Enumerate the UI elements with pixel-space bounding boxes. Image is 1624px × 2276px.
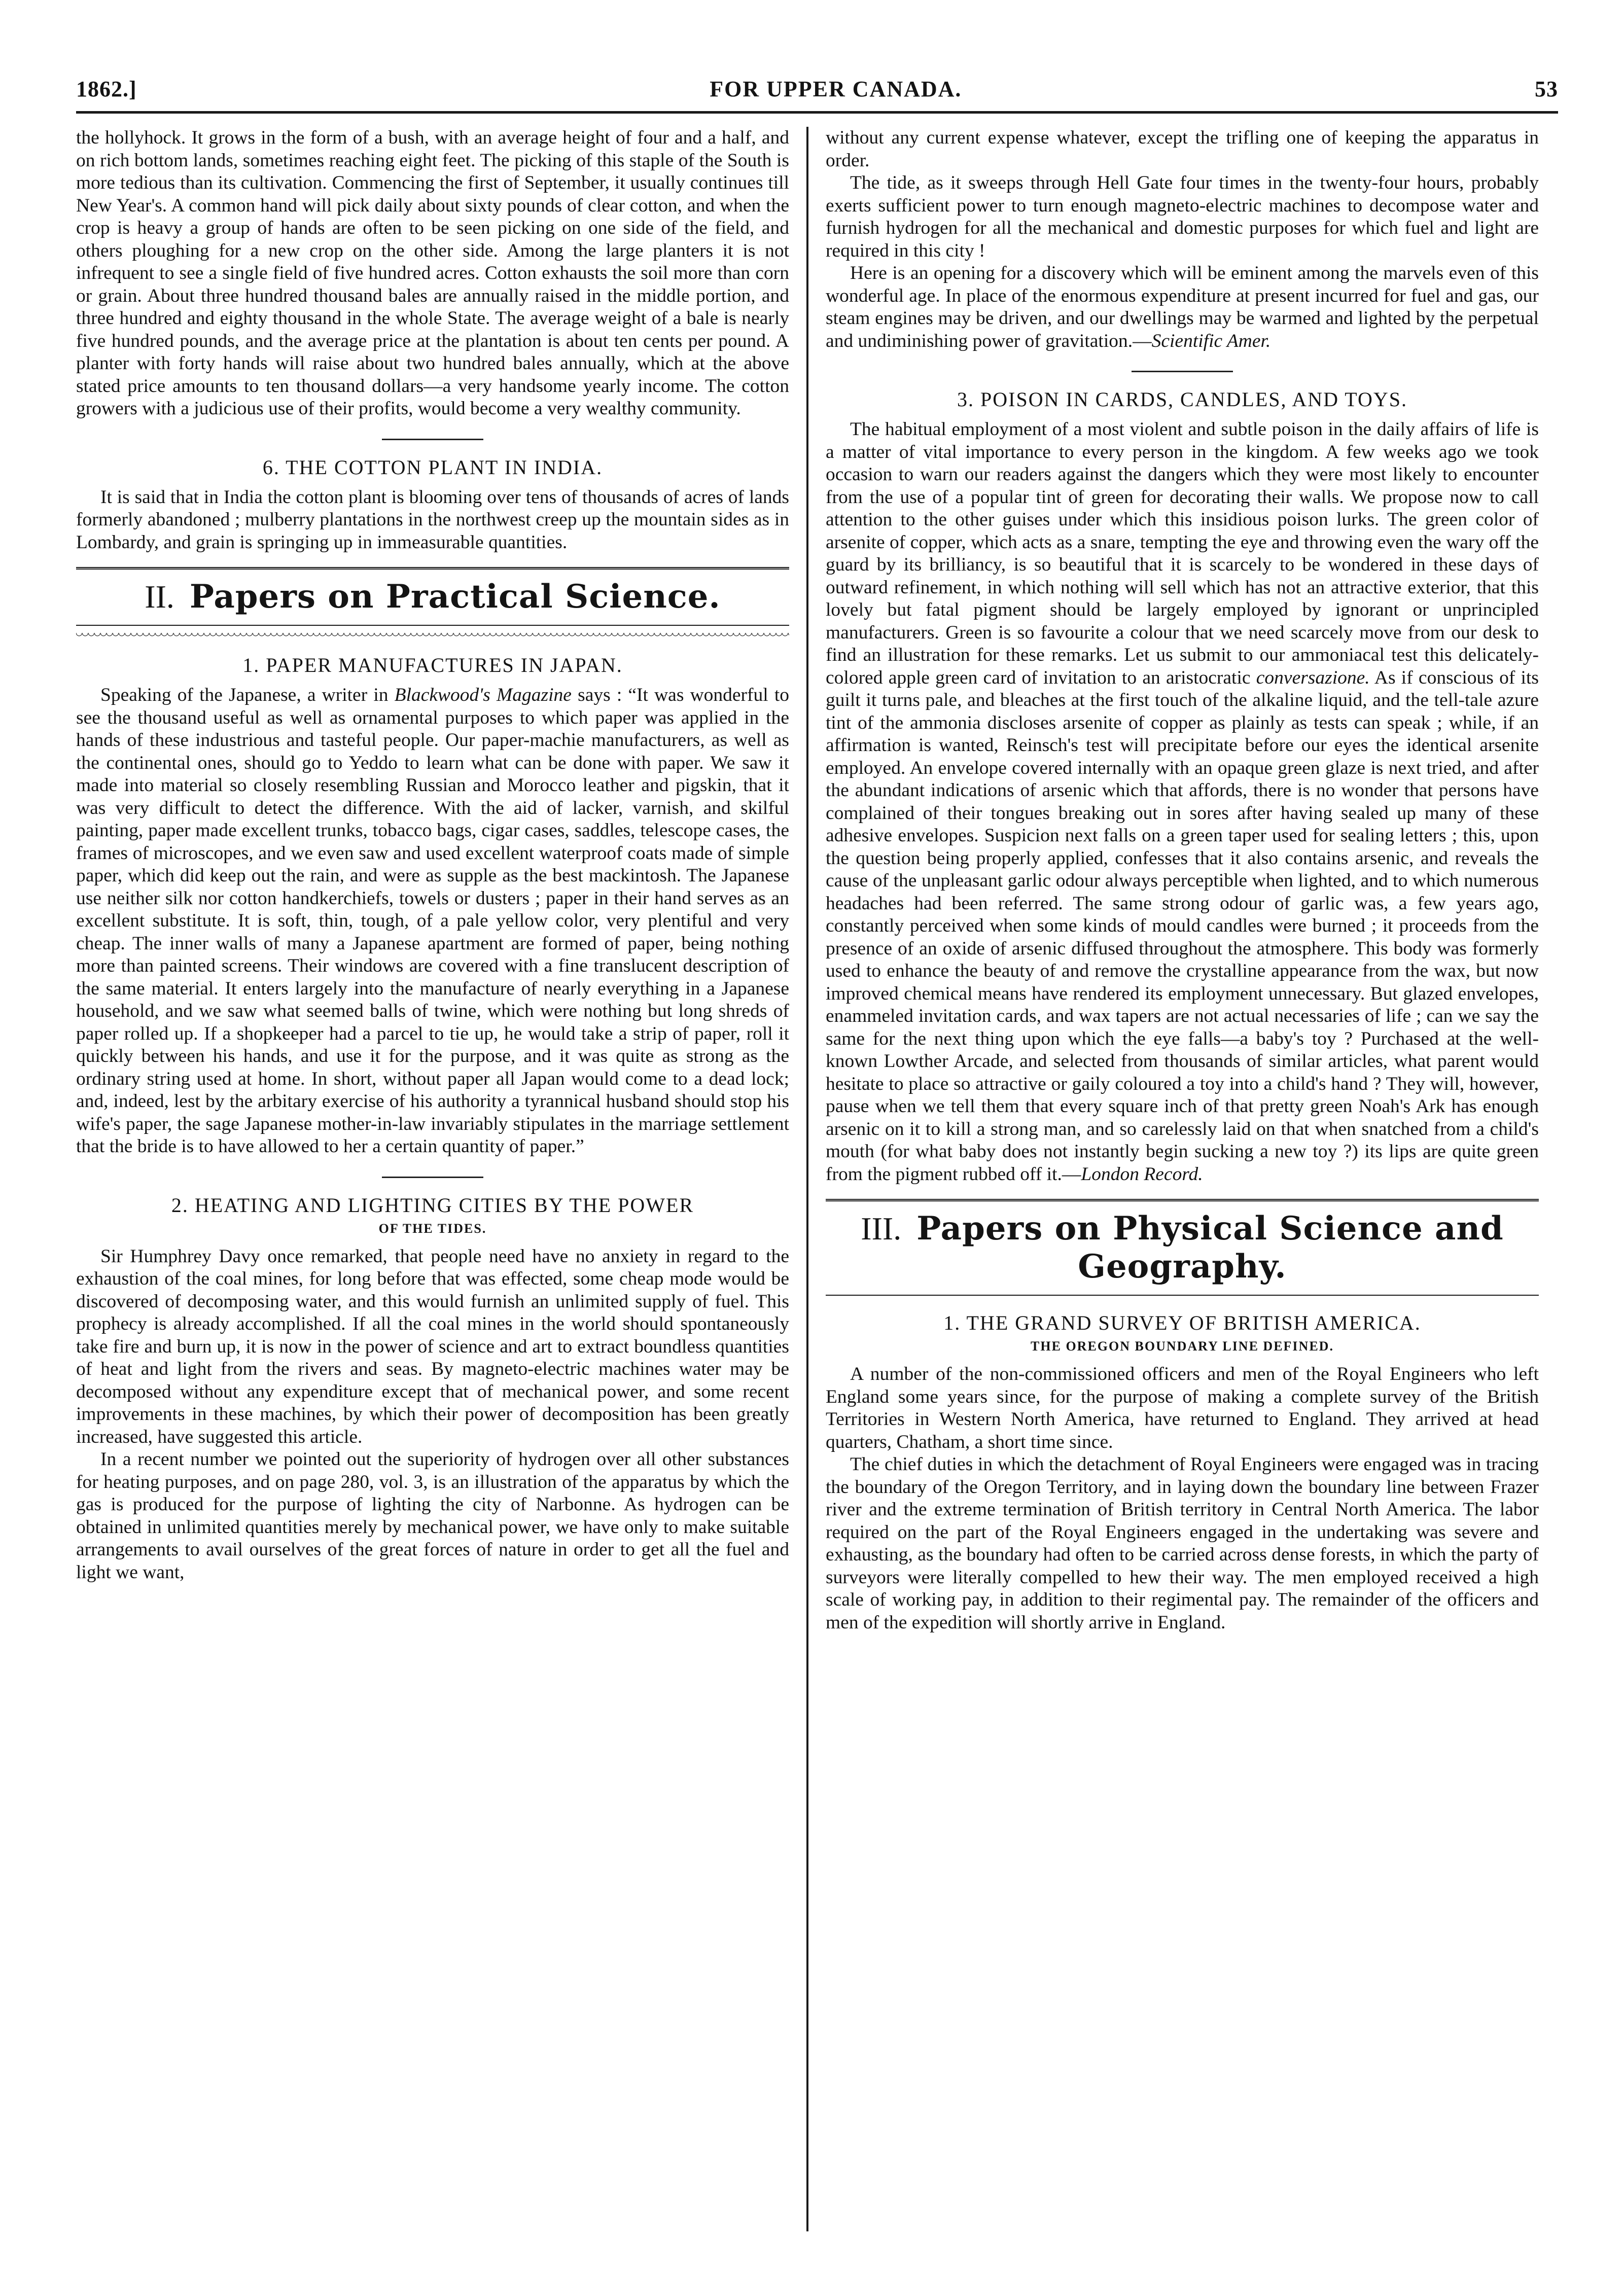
right-column [808, 127, 1539, 2231]
section-number: III. [861, 1211, 902, 1247]
section-number: II. [145, 579, 174, 615]
text-run: The habitual employment of a most violent and subtle poison in the daily affairs of life is a matter of vital importance to every person in the kingdom. A few weeks ago we took occasion to warn our readers against the dangers which they were most likely to encounter from the use of a popular tint of green for decorating their walls. We propose now to call attention to the other guises under which this insidious poison lurks. The green color of arsenite of copper, which acts as a snare, tempting the eye and throwing even the wary off the guard by its brilliancy, is so beautiful that it is scarcely to be wondered in these days of outward refinement, in which nothing will sell which has not an attractive exterior, that this lovely but fatal pigment should be largely employed by ignorant or unprincipled manufacturers. Green is so favourite a colour that we need scarcely move from our desk to find an illustration for these remarks. Let us submit to our ammoniacal test this delicately-colored apple green card of invitation to an aristocratic [826, 419, 1539, 688]
tide-paragraph: The tide, as it sweeps through Hell Gate four times in the twenty-four hours, probably exerts sufficient power to turn enough magneto-electric machines to decompose water and furnish hydrogen for all the mechanical and domestic purposes for which fuel and light are required in this city ! [826, 172, 1539, 261]
article-subtitle-oregon: THE OREGON BOUNDARY LINE DEFINED. [1031, 1339, 1334, 1354]
section-title: Papers on Practical Science. [189, 578, 721, 616]
heating-continuation-paragraph: without any current expense whatever, except the trifling one of keeping the apparatus in order. [826, 127, 1539, 171]
text-run: Here is an opening for a discovery which will be eminent among the marvels even of this wonderful age. In place of the enormous expenditure at present incurred for fuel and gas, our steam engines may be driven, and our dwellings may be warmed and lighted by the perpetual and undiminishing power of gravitation.— [826, 263, 1539, 351]
wavy-rule [76, 633, 789, 638]
source-citation: Scientific Amer. [1151, 330, 1271, 351]
article-title-heating-lighting: 2. HEATING AND LIGHTING CITIES BY THE POWER [171, 1193, 694, 1217]
running-head [76, 76, 1558, 111]
article-title-cotton-india: 6. THE COTTON PLANT IN INDIA. [262, 455, 603, 479]
text-run: Speaking of the Japanese, a writer in [100, 685, 395, 705]
header-title: FOR UPPER CANADA. [710, 77, 962, 101]
text-run: says : “It was wonderful to see the thousand useful as well as ornamental purposes to which paper was applied in the hands of these industrious and tasteful people. Our paper-machie manufacturers, as well as the continental ones, should go to Yeddo to learn what can be done with paper. We saw it made into material so closely resembling Russian and Morocco leather and pigskin, that it was very difficult to detect the difference. With the aid of lacker, varnish, and skilful painting, paper made excellent trunks, tobacco bags, cigar cases, saddles, telescope cases, the frames of microscopes, and we even saw and used excellent waterproof coats made of simple paper, which did keep out the rain, and were as supple as the best mackintosh. The Japanese use neither silk nor cotton handkerchiefs, towels or dusters ; paper in their hand serves as an excellent substitute. It is soft, thin, tough, of a pale yellow color, very plentiful and very cheap. The inner walls of many a Japanese apartment are formed of paper, being nothing more than painted screens. Their windows are covered with a fine translucent description of the same material. It enters largely into the manufacture of nearly everything in a Japanese household, and we saw what seemed balls of twine, which were nothing but long shreds of paper rolled up. If a shopkeeper had a parcel to tie up, he would take a strip of paper, roll it quickly between his hands, and use it for the purpose, and it was quite as strong as the ordinary string used at home. In short, without paper all Japan would come to a dead lock; and, indeed, lest by the arbitary exercise of his authority a tyrannical husband should stop his wife's paper, the sage Japanese mother-in-law invariably stipulates in the marriage settlement that the bride is to have allowed to her a certain quantity of paper.” [76, 685, 790, 1157]
source-citation: London Record. [1081, 1163, 1203, 1185]
italic-term: conversazione. [1256, 667, 1370, 688]
header-year: 1862.] [76, 77, 137, 101]
header-page-number: 53 [1535, 77, 1558, 101]
section-heading-practical-science [76, 567, 789, 626]
article-subtitle-tides: OF THE TIDES. [378, 1221, 487, 1236]
survey-paragraph-1: A number of the non-commissioned officers and men of the Royal Engineers who left England some years since, for the purpose of making a complete survey of the British Territories in Western North America, have returned to England. They arrived at head quarters, Chatham, a short time since. [826, 1364, 1539, 1452]
section-heading-physical-science [826, 1199, 1539, 1296]
poison-paragraph [826, 418, 1539, 1186]
discovery-paragraph [826, 262, 1539, 352]
article-title-paper-japan: 1. PAPER MANUFACTURES IN JAPAN. [242, 654, 623, 677]
section-title: Papers on Physical Science and Geography. [916, 1210, 1504, 1286]
article-separator [1132, 371, 1233, 372]
article-separator [382, 439, 483, 440]
cotton-india-paragraph: It is said that in India the cotton plant is blooming over tens of thousands of acres of lands formerly abandoned ; mulberry plantations in the northwest creep up the mountain sides as in Lombardy, and grain is springing up in immeasurable quantities. [76, 486, 789, 553]
article-title-poison: 3. POISON IN CARDS, CANDLES, AND TOYS. [957, 388, 1407, 411]
magazine-name: Blackwood's Magazine [394, 685, 572, 705]
cotton-continuation-paragraph: the hollyhock. It grows in the form of a bush, with an average height of four and a half, and on rich bottom lands, sometimes reaching eight feet. The picking of this staple of the South is more tedious than its cultivation. Commencing the first of September, it usually continues till New Year's. A common hand will pick daily about sixty pounds of clear cotton, and when the crop is heavy a group of hands are often to be seen picking on one side of the field, and others ploughing for a new crop on the other side. Among the large planters it is not infrequent to see a single field of five hundred acres. Cotton exhausts the soil more than corn or grain. About three hundred thousand bales are annually raised in the middle portion, and three hundred and eighty thousand in the whole State. The average weight of a bale is nearly five hundred pounds, and the average price at the plantation is about ten cents per pound. A planter with forty hands will raise about two hundred bales annually, which at the above stated price amounts to ten thousand dollars—a very handsome yearly income. The cotton growers with a judicious use of their profits, would become a very wealthy community. [76, 127, 789, 419]
article-separator [382, 1177, 483, 1178]
heating-paragraph-1: Sir Humphrey Davy once remarked, that people need have no anxiety in regard to the exhaustion of the coal mines, for long before that was effected, some cheap mode would be discovered of decomposing water, and this would furnish an unlimited supply of fuel. This prophecy is already accomplished. If all the coal mines in the world should spontaneously take fire and burn up, it is now in the power of science and art to extract boundless quantities of heat and light from the rivers and seas. By magneto-electric machines water may be decomposed without any expenditure except that of mechanical power, and some recent improvements in these machines, by which their power of decomposition has been greatly increased, have suggested this article. [76, 1246, 789, 1447]
paper-japan-paragraph [76, 684, 789, 1158]
heating-paragraph-2: In a recent number we pointed out the superiority of hydrogen over all other substances for heating purposes, and on page 280, vol. 3, is an illustration of the apparatus by which the gas is produced for the purpose of lighting the city of Narbonne. As hydrogen can be obtained in unlimited quantities merely by mechanical power, we have only to make suitable arrangements to avail ourselves of the great forces of nature in order to get all the fuel and light we want, [76, 1449, 789, 1583]
left-column [76, 127, 806, 2231]
header-rule [76, 111, 1558, 114]
article-title-grand-survey: 1. THE GRAND SURVEY OF BRITISH AMERICA. [943, 1311, 1421, 1334]
two-column-body [76, 127, 1558, 2231]
survey-paragraph-2: The chief duties in which the detachment of Royal Engineers were engaged was in tracing the boundary of the Oregon Territory, and in laying down the boundary line between Frazer river and the extreme termination of British territory in Central North America. The labor required on the part of the Royal Engineers engaged in the undertaking was severe and exhausting, as the boundary had often to be carried across dense forests, in which the party of surveyors were literally compelled to hew their way. The men employed received a high scale of working pay, in addition to their regimental pay. The remainder of the officers and men of the expedition will shortly arrive in England. [826, 1454, 1539, 1633]
text-run: As if conscious of its guilt it turns pale, and bleaches at the first touch of the alkaline liquid, and the tell-tale azure tint of the ammonia discloses arsenite of copper as plainly as tests can speak ; while, if an affirmation is wanted, Reinsch's test will precipitate before our eyes the identical arsenite employed. An envelope covered internally with an opaque green glaze is next tried, and after the abundant indications of arsenic which that affords, there is no wonder that persons have complained of their tongues breaking out in sores after having sealed up many of these adhesive envelopes. Suspicion next falls on a green taper used for sealing letters ; this, upon the question being properly applied, confesses that it also contains arsenic, and reveals the cause of the unpleasant garlic odour always perceptible when lighted, and to which numerous headaches had been referred. The same strong odour of garlic was, a few years ago, constantly perceived when some kinds of mould candles were burned ; it proceeds from the presence of an oxide of arsenic diffused throughout the atmosphere. This body was formerly used to enhance the beauty of and remove the crystalline appearance from the wax, but now improved chemical means have rendered its employment unnecessary. But glazed envelopes, enammeled invitation cards, and wax tapers are not actual necessaries of life ; can we say the same for the next thing upon which the eye falls—a baby's toy ? Purchased at the well-known Lowther Arcade, and selected from thousands of similar articles, what parent would hesitate to place so attractive or gaily coloured a toy into a child's hand ? They will, however, pause when we tell them that every square inch of that pretty green Noah's Ark has enough arsenic on it to kill a strong man, and so carelessly laid on that when snatched from a child's mouth (for what baby does not instantly begin sucking a new toy ?) its lips are quite green from the pigment rubbed off it.— [826, 667, 1539, 1185]
